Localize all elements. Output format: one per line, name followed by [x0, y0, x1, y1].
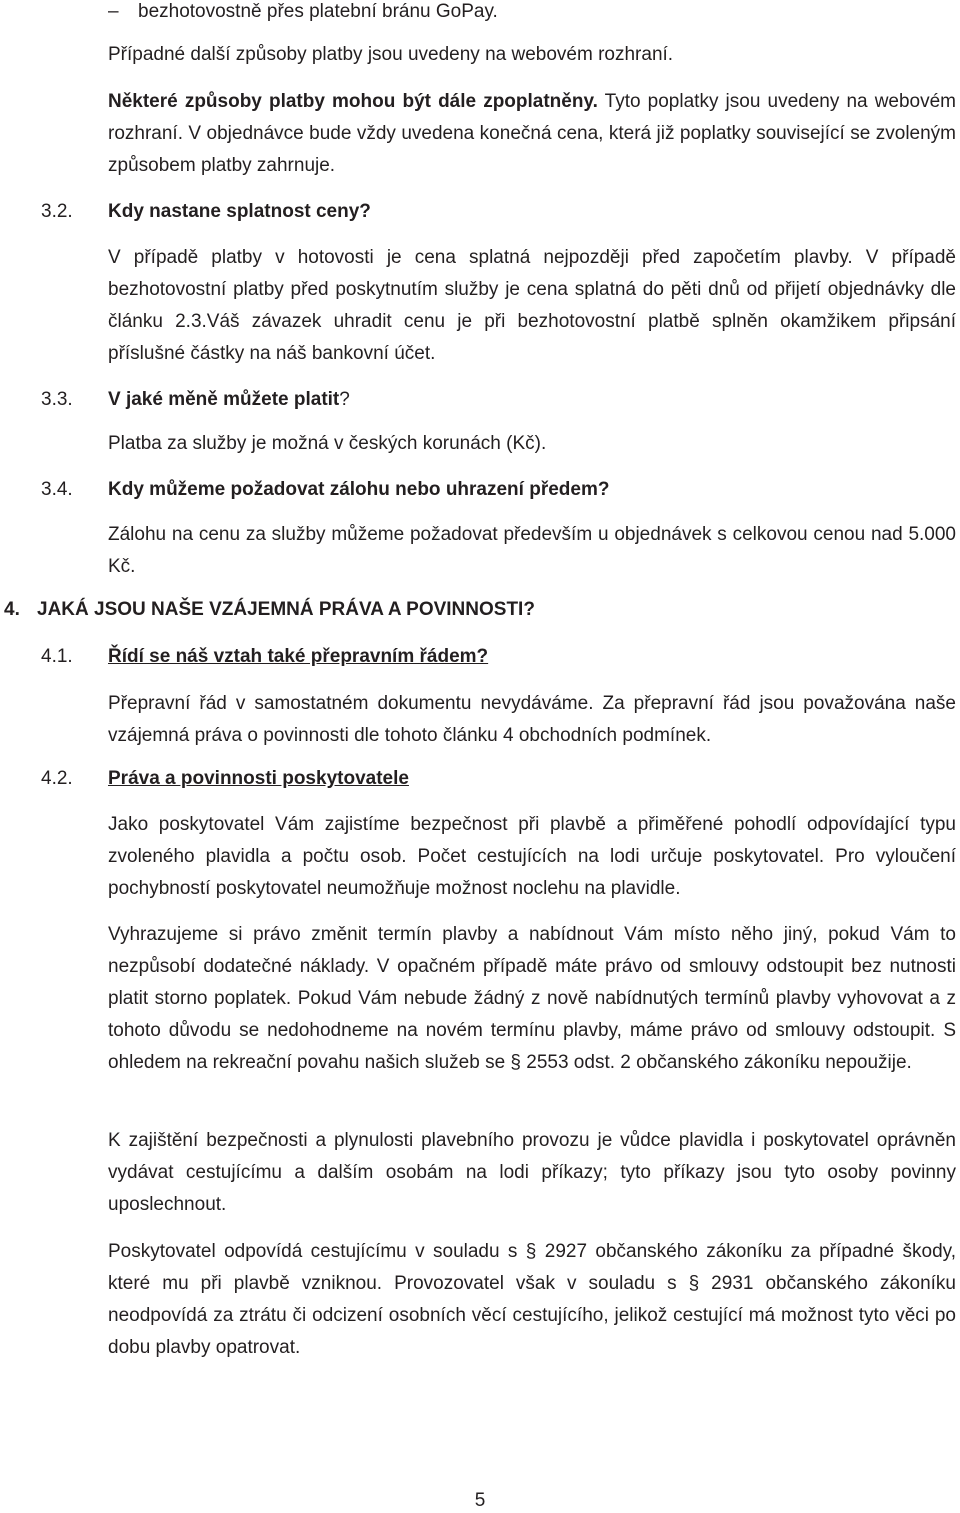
- section-3-2-number: 3.2.: [41, 201, 73, 222]
- section-4-1-text: Přepravní řád v samostatném dokumentu nevydáváme. Za přepravní řád jsou považována naše vzájemná práva o povinnosti dle tohoto článku 4 obchodních podmínek.: [108, 693, 956, 746]
- section-4-2-paragraph-2: Vyhrazujeme si právo změnit termín plavby a nabídnout Vám místo něho jiný, pokud Vám to nezpůsobí dodatečné náklady. V opačném případě máte právo od smlouvy odstoupit bez nutnosti platit storno poplatek. Pokud Vám nebude žádný z nově nabídnutých termínů plavby vyhovovat a z tohoto důvodu se nedohodneme na novém termínu plavby, máme právo od smlouvy odstoupit. S ohledem na rekreační povahu našich služeb se § 2553 odst. 2 občanského zákoníku nepoužije.: [108, 924, 956, 1073]
- page-number: 5: [474, 1490, 486, 1511]
- section-3-2-text: V případě platby v hotovosti je cena splatná nejpozději před započetím plavby. V případě bezhotovostní platby před poskytnutím služby je cena splatná do pěti dnů od přijetí objednávky dle článku 2.3.Váš závazek uhradit cenu je při bezhotovostní platbě splněn okamžikem připsání příslušné částky na náš bankovní účet.: [108, 247, 956, 364]
- section-3-2-title: Kdy nastane splatnost ceny?: [108, 201, 371, 222]
- section-3-4-title: Kdy můžeme požadovat zálohu nebo uhrazení předem?: [108, 479, 610, 500]
- paragraph-other-methods: Případné další způsoby platby jsou uvedeny na webovém rozhraní.: [108, 44, 674, 65]
- section-4-2-title: Práva a povinnosti poskytovatele: [108, 768, 409, 789]
- bullet-gopay-text: bezhotovostně přes platební bránu GoPay.: [138, 1, 498, 22]
- bullet-item-gopay: [0, 0, 960, 28]
- section-4-2-paragraph-4: Poskytovatel odpovídá cestujícímu v souladu s § 2927 občanského zákoníku za případné škody, které mu při plavbě vzniknou. Provozovatel však v souladu s § 2931 občanského zákoníku neodpovídá za ztrátu či odcizení osobních věcí cestujícího, jelikož cestující má možnost tyto věci po dobu plavby opatrovat.: [108, 1241, 956, 1358]
- section-4-2-paragraph-3: K zajištění bezpečnosti a plynulosti plavebního provozu je vůdce plavidla i poskytovatel oprávněn vydávat cestujícímu a dalším osobám na lodi příkazy; tyto příkazy jsou tyto osoby povinny uposlechnout.: [108, 1130, 956, 1215]
- bullet-dash: –: [108, 1, 119, 22]
- section-3-3-text: Platba za služby je možná v českých korunách (Kč).: [108, 433, 547, 454]
- section-4-number: 4.: [4, 599, 20, 620]
- fees-bold-text: Některé způsoby platby mohou být dále zpoplatněny.: [108, 91, 598, 112]
- section-3-3-qmark: ?: [339, 389, 350, 410]
- fees-rest-text: Tyto poplatky jsou uvedeny na webovém rozhraní. V objednávce bude vždy uvedena konečná cena, která již poplatky související se zvoleným způsobem platby zahrnuje.: [108, 91, 957, 176]
- paragraph-fees: [108, 86, 956, 182]
- section-3-4-text: Zálohu na cenu za služby můžeme požadovat především u objednávek s celkovou cenou nad 5.000 Kč.: [108, 524, 956, 577]
- section-3-3-number: 3.3.: [41, 389, 73, 410]
- section-3-4-number: 3.4.: [41, 479, 73, 500]
- section-4-2-number: 4.2.: [41, 768, 73, 789]
- section-4-1-number: 4.1.: [41, 646, 73, 667]
- section-4-title: JAKÁ JSOU NAŠE VZÁJEMNÁ PRÁVA A POVINNOSTI?: [37, 599, 535, 620]
- section-3-3-heading: [108, 384, 350, 416]
- section-4-2-paragraph-1: Jako poskytovatel Vám zajistíme bezpečnost při plavbě a přiměřené pohodlí odpovídající typu zvoleného plavidla a počtu osob. Počet cestujících na lodi určuje poskytovatel. Pro vyloučení pochybností poskytovatel neumožňuje možnost noclehu na plavidle.: [108, 814, 956, 899]
- section-3-3-title: V jaké měně můžete platit: [108, 389, 340, 410]
- section-4-1-title: Řídí se náš vztah také přepravním řádem?: [108, 646, 489, 667]
